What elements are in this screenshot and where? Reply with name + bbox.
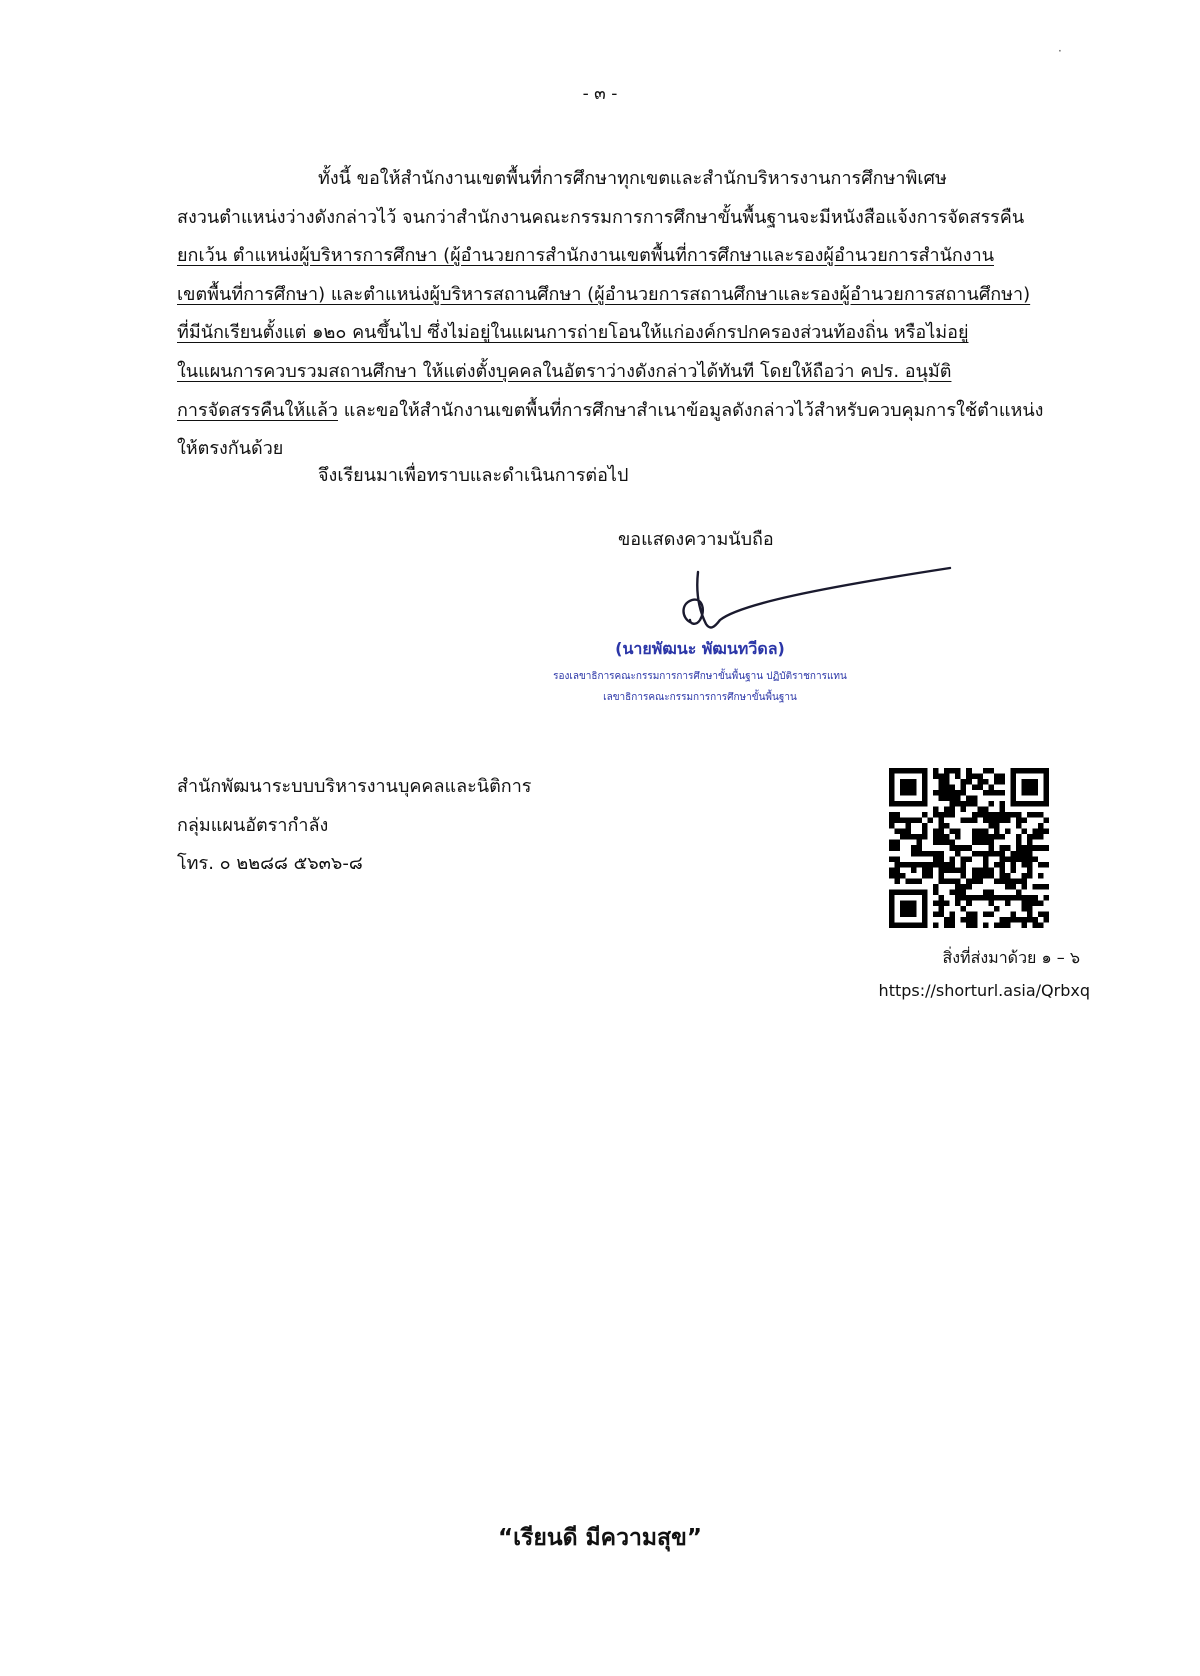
underlined-phrase: การจัดสรรคืนให้แล้ว [177, 399, 338, 421]
paragraph-line [177, 392, 1092, 431]
paragraph-line: สงวนตำแหน่งว่างดังกล่าวไว้ จนกว่าสำนักงานคณะกรรมการการศึกษาขั้นพื้นฐานจะมีหนังสือแจ้งการจัดสรรคืน [177, 206, 1025, 228]
paragraph-line-rest: และขอให้สำนักงานเขตพื้นที่การศึกษาสำเนาข้อมูลดังกล่าวไว้สำหรับควบคุมการใช้ตำแหน่ง [337, 399, 1044, 421]
paragraph-line: ทั้งนี้ ขอให้สำนักงานเขตพื้นที่การศึกษาทุกเขตและสำนักบริหารงานการศึกษาพิเศษ [318, 168, 947, 189]
signature-image [660, 560, 960, 640]
body-paragraph [177, 160, 1092, 469]
page-number: - ๓ - [582, 84, 618, 104]
scan-speck: · [1058, 44, 1062, 58]
signer-position: เลขาธิการคณะกรรมการการศึกษาขั้นพื้นฐาน [603, 692, 797, 703]
office-name: สำนักพัฒนาระบบบริหารงานบุคคลและนิติการ [177, 776, 532, 797]
paragraph-line-underlined: เขตพื้นที่การศึกษา) และตำแหน่งผู้บริหารสถานศึกษา (ผู้อำนวยการสถานศึกษาและรองผู้อำนวยการสถานศึกษา) [177, 283, 1031, 305]
paragraph-line: ให้ตรงกันด้วย [177, 438, 284, 460]
paragraph-line-underlined: ในแผนการควบรวมสถานศึกษา ให้แต่งตั้งบุคคลในอัตราว่างดังกล่าวได้ทันที โดยให้ถือว่า คปร. อนุมัติ [177, 360, 952, 382]
closing-sentence: จึงเรียนมาเพื่อทราบและดำเนินการต่อไป [318, 465, 629, 486]
slogan: “เรียนดี มีความสุข” [498, 1525, 702, 1551]
qr-code-icon [889, 768, 1049, 928]
enclosure-url: https://shorturl.asia/Qrbxq [878, 981, 1090, 1000]
signer-name: (นายพัฒนะ พัฒนทวีดล) [615, 639, 785, 658]
enclosure-note: สิ่งที่ส่งมาด้วย ๑ – ๖ [942, 948, 1080, 967]
office-contact [177, 768, 531, 884]
regards: ขอแสดงความนับถือ [618, 529, 774, 550]
signer-position-acting: รองเลขาธิการคณะกรรมการการศึกษาขั้นพื้นฐาน ปฏิบัติราชการแทน [553, 671, 847, 682]
paragraph-line-underlined: ยกเว้น ตำแหน่งผู้บริหารการศึกษา (ผู้อำนวยการสำนักงานเขตพื้นที่การศึกษาและรองผู้อำนวยการสำนักงาน [177, 245, 994, 267]
paragraph-line-underlined: ที่มีนักเรียนตั้งแต่ ๑๒๐ คนขึ้นไป ซึ่งไม่อยู่ในแผนการถ่ายโอนให้แก่องค์กรปกครองส่วนท้องถิ่น หรือไม่อยู่ [177, 322, 969, 344]
office-phone: โทร. ๐ ๒๒๘๘ ๕๖๓๖-๘ [177, 853, 363, 875]
office-group: กลุ่มแผนอัตรากำลัง [177, 814, 329, 836]
